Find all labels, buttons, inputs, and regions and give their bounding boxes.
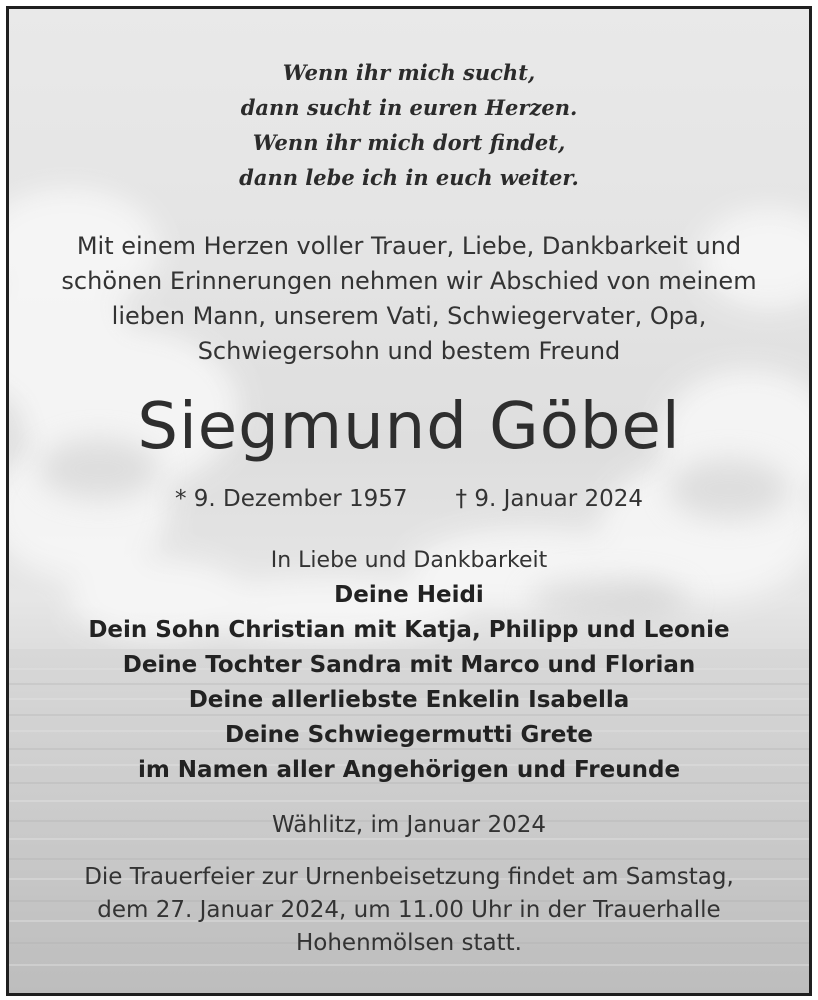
death-date: † 9. Januar 2024 <box>455 486 644 512</box>
intro-line: Schwiegersohn und bestem Freund <box>197 337 621 365</box>
mourner-line: Dein Sohn Christian mit Katja, Philipp und Leonie <box>88 617 730 643</box>
poem <box>9 55 809 195</box>
poem-line: dann sucht in euren Herzen. <box>240 95 578 120</box>
place-date: Wählitz, im Januar 2024 <box>272 812 546 838</box>
intro-line: lieben Mann, unserem Vati, Schwiegervater, Opa, <box>111 302 707 330</box>
mourner-line: Deine allerliebste Enkelin Isabella <box>188 687 630 713</box>
poem-line: Wenn ihr mich sucht, <box>282 60 536 85</box>
intro-line: schönen Erinnerungen nehmen wir Abschied von meinem <box>61 267 757 295</box>
birth-date: * 9. Dezember 1957 <box>174 486 408 512</box>
intro-line: Mit einem Herzen voller Trauer, Liebe, Dankbarkeit und <box>76 232 742 260</box>
ceremony-line: Hohenmölsen statt. <box>295 930 522 956</box>
intro-text <box>29 229 789 369</box>
mourner-line: Deine Heidi <box>334 582 484 608</box>
ceremony-line: dem 27. Januar 2024, um 11.00 Uhr in der Trauerhalle <box>97 897 721 923</box>
life-dates <box>9 483 809 515</box>
poem-line: Wenn ihr mich dort findet, <box>252 130 566 155</box>
ceremony-line: Die Trauerfeier zur Urnenbeisetzung findet am Samstag, <box>84 864 734 890</box>
ceremony-info <box>29 861 789 960</box>
mourners-list <box>9 543 809 788</box>
obituary-frame <box>6 6 812 996</box>
mourner-line: Deine Tochter Sandra mit Marco und Florian <box>122 652 696 678</box>
mourner-line: im Namen aller Angehörigen und Freunde <box>137 757 681 783</box>
mourner-line: Deine Schwiegermutti Grete <box>225 722 593 748</box>
poem-line: dann lebe ich in euch weiter. <box>239 165 579 190</box>
mourners-lead: In Liebe und Dankbarkeit <box>270 548 548 573</box>
deceased-name: Siegmund Göbel <box>137 390 681 464</box>
obituary-content <box>9 9 809 993</box>
